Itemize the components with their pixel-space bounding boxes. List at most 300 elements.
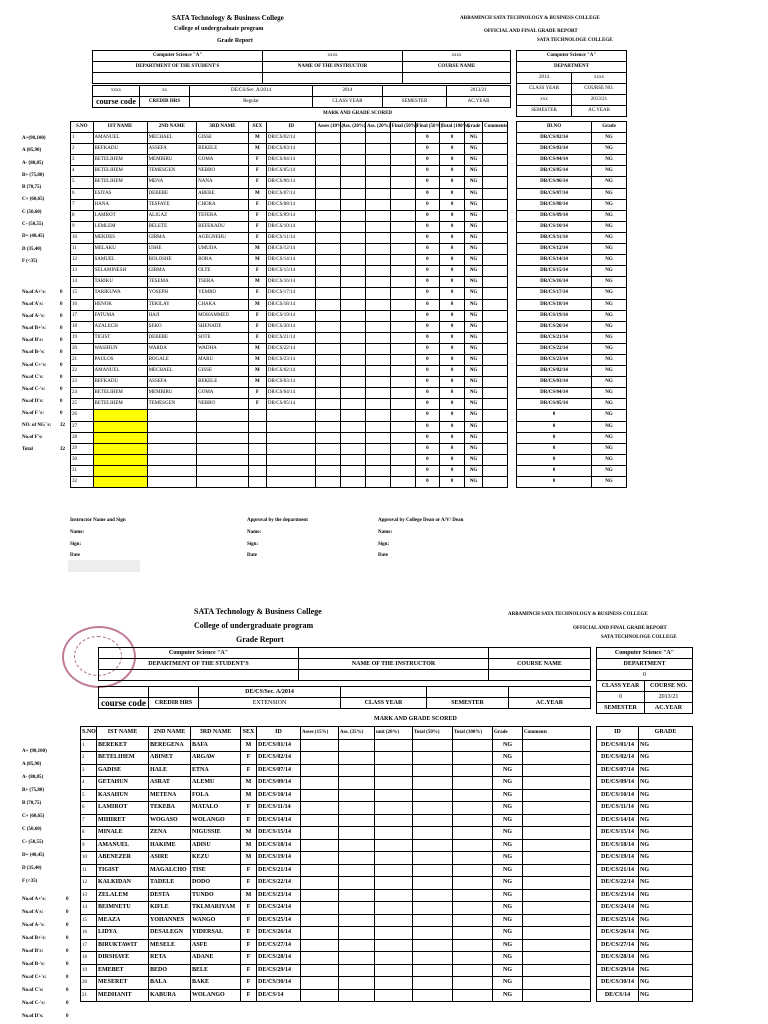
row-number: 20: [81, 977, 97, 990]
score-cell: [316, 366, 341, 377]
first-name: [93, 477, 147, 488]
score-cell: [339, 739, 375, 752]
count-label: No.of B-'s:: [22, 962, 45, 967]
student-id: 0: [517, 410, 592, 421]
row-number: 12: [71, 255, 94, 266]
comment-cell: [523, 764, 591, 777]
score-cell: [375, 952, 413, 965]
comment-cell: [483, 354, 508, 365]
student-id: DR/CS/03/14: [517, 144, 592, 155]
score-cell: [413, 827, 453, 840]
score-cell: [390, 199, 415, 210]
right-ac-year: AC.YEAR: [572, 106, 627, 117]
comment-cell: [523, 852, 591, 865]
sex: F: [241, 989, 257, 1002]
third-name: ARGAW: [191, 752, 241, 765]
third-name: [197, 421, 249, 432]
row-number: 6: [71, 188, 94, 199]
score-cell: [341, 410, 366, 421]
table-row: [517, 221, 627, 232]
grade: NG: [592, 155, 627, 166]
score-cell: [390, 310, 415, 321]
table-row: [517, 232, 627, 243]
right-course-no: COURSE NO.: [645, 681, 693, 692]
student-id: DE/CS/29/14: [257, 964, 301, 977]
score-cell: [375, 802, 413, 815]
right-grades-table: [516, 121, 627, 488]
student-id: DR/CS/23/14: [266, 354, 316, 365]
second-name: HAJI: [147, 310, 197, 321]
row-number: 7: [71, 199, 94, 210]
score-cell: [366, 199, 391, 210]
score-cell: [339, 914, 375, 927]
student-id: DE/CS/25/14: [257, 914, 301, 927]
first-name: TARIKU: [93, 277, 147, 288]
score-cell: [316, 377, 341, 388]
count-value: 0: [60, 410, 63, 416]
count-value: 0: [60, 302, 63, 308]
score-cell: [341, 399, 366, 410]
score-cell: [453, 802, 493, 815]
column-header: ID.NO: [517, 122, 592, 133]
count-item: [22, 906, 72, 919]
third-name: BEFEKADU: [197, 221, 249, 232]
semester-label: SEMESTER: [427, 698, 509, 709]
right-dept-label: DEPARTMENT: [597, 659, 693, 670]
score-cell: [316, 232, 341, 243]
grade-scale-item: D+ (40,45): [22, 234, 45, 240]
sex: M: [248, 354, 266, 365]
score-cell: [366, 166, 391, 177]
score-cell: [301, 889, 339, 902]
total-score: 0: [440, 244, 465, 255]
second-name: BEREGENA: [149, 739, 191, 752]
grade-scale-item: A+(90,100): [22, 136, 46, 141]
grade: NG: [639, 802, 693, 815]
count-item: [22, 335, 68, 347]
total-score: 0: [440, 454, 465, 465]
row-number: 9: [81, 839, 97, 852]
student-id: DR/CS/21/14: [266, 332, 316, 343]
second-name: ZENA: [149, 827, 191, 840]
second-name: WARDA: [147, 343, 197, 354]
third-name: [197, 432, 249, 443]
sex: M: [248, 277, 266, 288]
score-cell: [301, 752, 339, 765]
count-label: No.of A-'s:: [22, 923, 45, 928]
score-cell: [339, 852, 375, 865]
total-score: 0: [440, 410, 465, 421]
table-row: [517, 477, 627, 488]
first-name: LAMROT: [93, 210, 147, 221]
sign-label: Sign:: [70, 542, 82, 547]
grade: NG: [465, 232, 483, 243]
first-name: GADISE: [97, 764, 149, 777]
table-row: [597, 927, 693, 940]
score-cell: [390, 377, 415, 388]
count-label: No.of C's:: [22, 374, 44, 380]
sex: F: [248, 310, 266, 321]
score-cell: [301, 764, 339, 777]
score-cell: [375, 914, 413, 927]
row-number: 16: [81, 927, 97, 940]
total-score: 0: [440, 166, 465, 177]
table-row: [517, 321, 627, 332]
student-id: [266, 410, 316, 421]
table-row: [81, 789, 591, 802]
grade-counts: [22, 287, 68, 456]
column-header: S.NO: [81, 727, 97, 740]
grade: NG: [639, 752, 693, 765]
comment-cell: [483, 343, 508, 354]
score-cell: [390, 188, 415, 199]
student-id: DE/CS/15/14: [597, 827, 639, 840]
student-id: DR/CS/08/14: [266, 199, 316, 210]
table-row: [71, 232, 508, 243]
score-cell: [366, 443, 391, 454]
count-label: No.of D's:: [22, 398, 44, 404]
student-id: [266, 443, 316, 454]
table-row: [71, 465, 508, 476]
grade-scale-item: A+ (90,100): [22, 749, 47, 754]
score-cell: [339, 939, 375, 952]
score-cell: [316, 144, 341, 155]
score-cell: [390, 388, 415, 399]
first-name: MEKDES: [93, 232, 147, 243]
grade: NG: [465, 421, 483, 432]
dept-label: DEPARTMENT OF THE STUDENT'S: [93, 62, 263, 73]
second-name: TADELE: [149, 877, 191, 890]
final-score: 0: [415, 199, 440, 210]
count-label: No.of C+'s:: [22, 975, 47, 980]
row-number: 7: [81, 814, 97, 827]
grade: NG: [592, 210, 627, 221]
right-info-table: [516, 50, 627, 117]
score-cell: [366, 354, 391, 365]
count-label: No.of D's:: [22, 1014, 44, 1019]
grade: NG: [465, 299, 483, 310]
comment-cell: [483, 133, 508, 144]
grade: NG: [493, 977, 523, 990]
first-name: EMEBET: [97, 964, 149, 977]
score-cell: [341, 465, 366, 476]
count-value: 0: [60, 338, 63, 344]
grade: NG: [493, 752, 523, 765]
total-score: 0: [440, 421, 465, 432]
second-name: ASRAT: [149, 777, 191, 790]
column-header: Ass. (35%): [339, 727, 375, 740]
first-name: MESERET: [97, 977, 149, 990]
score-cell: [413, 939, 453, 952]
grade: NG: [639, 914, 693, 927]
score-cell: [390, 366, 415, 377]
right-year: 2014: [517, 73, 572, 84]
student-grades-table: [70, 121, 508, 488]
sex: F: [248, 399, 266, 410]
name-label: Name:: [70, 530, 85, 535]
student-id: DE/CS/07/14: [597, 764, 639, 777]
score-cell: [301, 789, 339, 802]
grade: NG: [592, 332, 627, 343]
table-row: [517, 343, 627, 354]
comment-cell: [523, 989, 591, 1002]
student-id: DR/CS/11/14: [517, 232, 592, 243]
student-id: DE/CS/02/14: [257, 752, 301, 765]
sex: F: [241, 802, 257, 815]
grade: NG: [465, 366, 483, 377]
score-cell: [390, 332, 415, 343]
second-name: YOSEPH: [147, 288, 197, 299]
count-value: 0: [66, 1001, 69, 1006]
score-cell: [366, 255, 391, 266]
first-name: KALKIDAN: [97, 877, 149, 890]
student-id: DR/CS/06/14: [517, 177, 592, 188]
student-id: DE/CS/07/14: [257, 764, 301, 777]
column-header: 2ND NAME: [149, 727, 191, 740]
score-cell: [366, 288, 391, 299]
student-id: DE/CS/11/14: [257, 802, 301, 815]
right-ac-year: AC.YEAR: [645, 703, 693, 714]
table-row: [517, 255, 627, 266]
comment-cell: [483, 188, 508, 199]
count-value: 0: [60, 314, 63, 320]
first-name: BETELIHEM: [93, 399, 147, 410]
sex: M: [248, 343, 266, 354]
column-header: Total (50%): [413, 727, 453, 740]
table-row: [81, 814, 591, 827]
score-cell: [341, 421, 366, 432]
total-score: 0: [440, 155, 465, 166]
grade-scale-item: B (70,75): [22, 801, 42, 806]
column-header: IST NAME: [93, 122, 147, 133]
student-id: DR/CS/02/14: [517, 366, 592, 377]
sex: F: [248, 321, 266, 332]
third-name: NEBRO: [197, 166, 249, 177]
count-label: No.of C-'s:: [22, 386, 46, 392]
score-cell: [316, 421, 341, 432]
score-cell: [453, 852, 493, 865]
score-cell: [339, 839, 375, 852]
student-id: DE/CS/28/14: [597, 952, 639, 965]
second-name: MENA: [147, 177, 197, 188]
table-row: [71, 266, 508, 277]
comment-cell: [483, 255, 508, 266]
total-score: 0: [440, 255, 465, 266]
score-cell: [316, 321, 341, 332]
row-number: 26: [71, 410, 94, 421]
right-grades-table: [596, 726, 693, 1002]
student-id: DE/CS/28/14: [257, 952, 301, 965]
score-cell: [453, 752, 493, 765]
student-id: DR/CS/20/14: [517, 321, 592, 332]
first-name: ABENEZER: [97, 852, 149, 865]
count-value: 0: [60, 362, 63, 368]
score-cell: [375, 814, 413, 827]
grade: NG: [592, 221, 627, 232]
row-number: 17: [81, 939, 97, 952]
right-college-short: SATA TECHNOLOGE COLLEGE: [601, 635, 677, 640]
date-field[interactable]: [68, 560, 140, 572]
grade: NG: [639, 764, 693, 777]
grade: NG: [465, 177, 483, 188]
table-row: [517, 332, 627, 343]
table-row: [517, 465, 627, 476]
student-id: DR/CS/15/14: [517, 266, 592, 277]
table-row: [71, 199, 508, 210]
score-cell: [453, 977, 493, 990]
third-name: MARU: [197, 354, 249, 365]
final-score: 0: [415, 377, 440, 388]
grade-scale-item: D (35,40): [22, 866, 42, 871]
right-zero: 0: [597, 692, 645, 703]
score-cell: [341, 388, 366, 399]
count-item: [22, 1010, 72, 1023]
sex: M: [241, 889, 257, 902]
sex: [248, 443, 266, 454]
comment-cell: [523, 939, 591, 952]
row-number: 4: [71, 166, 94, 177]
sex: [248, 432, 266, 443]
student-id: DE/CS/24/14: [257, 902, 301, 915]
score-cell: [375, 977, 413, 990]
third-name: WOLANGO: [191, 989, 241, 1002]
third-name: GISSE: [197, 366, 249, 377]
course-code-label: course code: [93, 97, 140, 108]
student-id: DR/CS/23/14: [517, 354, 592, 365]
student-id: DE/CS/01/14: [257, 739, 301, 752]
grade-scale-item: D+ (40,45): [22, 853, 45, 858]
info-table: [92, 50, 511, 84]
student-id: DR/CS/10/14: [517, 221, 592, 232]
sex: [248, 454, 266, 465]
score-cell: [375, 889, 413, 902]
score-cell: [316, 133, 341, 144]
row-number: 6: [81, 802, 97, 815]
third-name: [197, 465, 249, 476]
score-cell: [375, 752, 413, 765]
column-header: 2ND NAME: [147, 122, 197, 133]
table-row: [71, 310, 508, 321]
count-label: No.of C's:: [22, 988, 44, 993]
student-id: [266, 421, 316, 432]
grade: NG: [465, 210, 483, 221]
table-row: [71, 288, 508, 299]
comment-cell: [483, 155, 508, 166]
final-score: 0: [415, 255, 440, 266]
third-name: CHAKA: [197, 299, 249, 310]
course-name-label: COURSE NAME: [489, 659, 591, 670]
score-cell: [366, 144, 391, 155]
dean-approval-label: Approval by College Dean or A/V/ Dean: [378, 518, 464, 523]
final-score: 0: [415, 221, 440, 232]
count-value: 32: [60, 447, 65, 453]
row-number: 23: [71, 377, 94, 388]
third-name: YIDERSAL: [191, 927, 241, 940]
column-header: Comments: [523, 727, 591, 740]
right-course-no: COURSE NO.: [572, 84, 627, 95]
table-row: [597, 752, 693, 765]
table-row: [81, 964, 591, 977]
third-name: FOLA: [191, 789, 241, 802]
table-row: [71, 144, 508, 155]
grade-scale-item: C+ (60,65): [22, 814, 45, 819]
total-score: 0: [440, 332, 465, 343]
sex: M: [241, 777, 257, 790]
grade: NG: [493, 939, 523, 952]
score-cell: [390, 443, 415, 454]
second-name: [147, 477, 197, 488]
count-label: No.of A+'s:: [22, 897, 46, 902]
score-cell: [341, 366, 366, 377]
score-cell: [301, 852, 339, 865]
grade-scale-item: C+ (60,65): [22, 197, 45, 203]
row-number: 24: [71, 388, 94, 399]
column-header: Total (100%): [440, 122, 465, 133]
table-row: [517, 366, 627, 377]
first-name: GETAHUN: [97, 777, 149, 790]
student-id: DR/CS/18/14: [517, 299, 592, 310]
score-cell: [316, 354, 341, 365]
score-cell: [341, 133, 366, 144]
score-cell: [301, 902, 339, 915]
sex: F: [248, 155, 266, 166]
student-id: DE/CS/27/14: [257, 939, 301, 952]
score-cell: [341, 232, 366, 243]
first-name: LIDYA: [97, 927, 149, 940]
grade: NG: [465, 266, 483, 277]
score-cell: [453, 839, 493, 852]
student-id: DE/CS/30/14: [597, 977, 639, 990]
student-id: 0: [517, 477, 592, 488]
table-row: [517, 144, 627, 155]
final-score: 0: [415, 177, 440, 188]
count-item: [22, 932, 72, 945]
sign-label: Sign:: [247, 542, 259, 547]
score-cell: [341, 188, 366, 199]
second-name: BALA: [149, 977, 191, 990]
score-cell: [413, 964, 453, 977]
sex: M: [248, 244, 266, 255]
score-cell: [316, 199, 341, 210]
second-name: RETA: [149, 952, 191, 965]
grade: NG: [465, 432, 483, 443]
third-name: ETNA: [191, 764, 241, 777]
score-cell: [390, 277, 415, 288]
count-item: [22, 372, 68, 384]
student-id: DR/CS/06/14: [266, 177, 316, 188]
second-name: ALIGAZ: [147, 210, 197, 221]
first-name: TARIKUWA: [93, 288, 147, 299]
score-cell: [453, 939, 493, 952]
third-name: BEKELE: [197, 377, 249, 388]
score-cell: [366, 388, 391, 399]
final-score: 0: [415, 432, 440, 443]
student-id: DR/CS/03/14: [266, 144, 316, 155]
table-row: [71, 255, 508, 266]
table-row: [71, 277, 508, 288]
sex: F: [241, 914, 257, 927]
credit-label: CREDIR HRS: [149, 698, 199, 709]
instructor-label: NAME OF THE INSTRUCTOR: [299, 659, 489, 670]
first-name: [93, 432, 147, 443]
score-cell: [375, 864, 413, 877]
third-name: MOHAMMED: [197, 310, 249, 321]
score-cell: [316, 388, 341, 399]
sex: M: [248, 377, 266, 388]
table-row: [597, 977, 693, 990]
grade: NG: [639, 939, 693, 952]
sex: F: [248, 221, 266, 232]
